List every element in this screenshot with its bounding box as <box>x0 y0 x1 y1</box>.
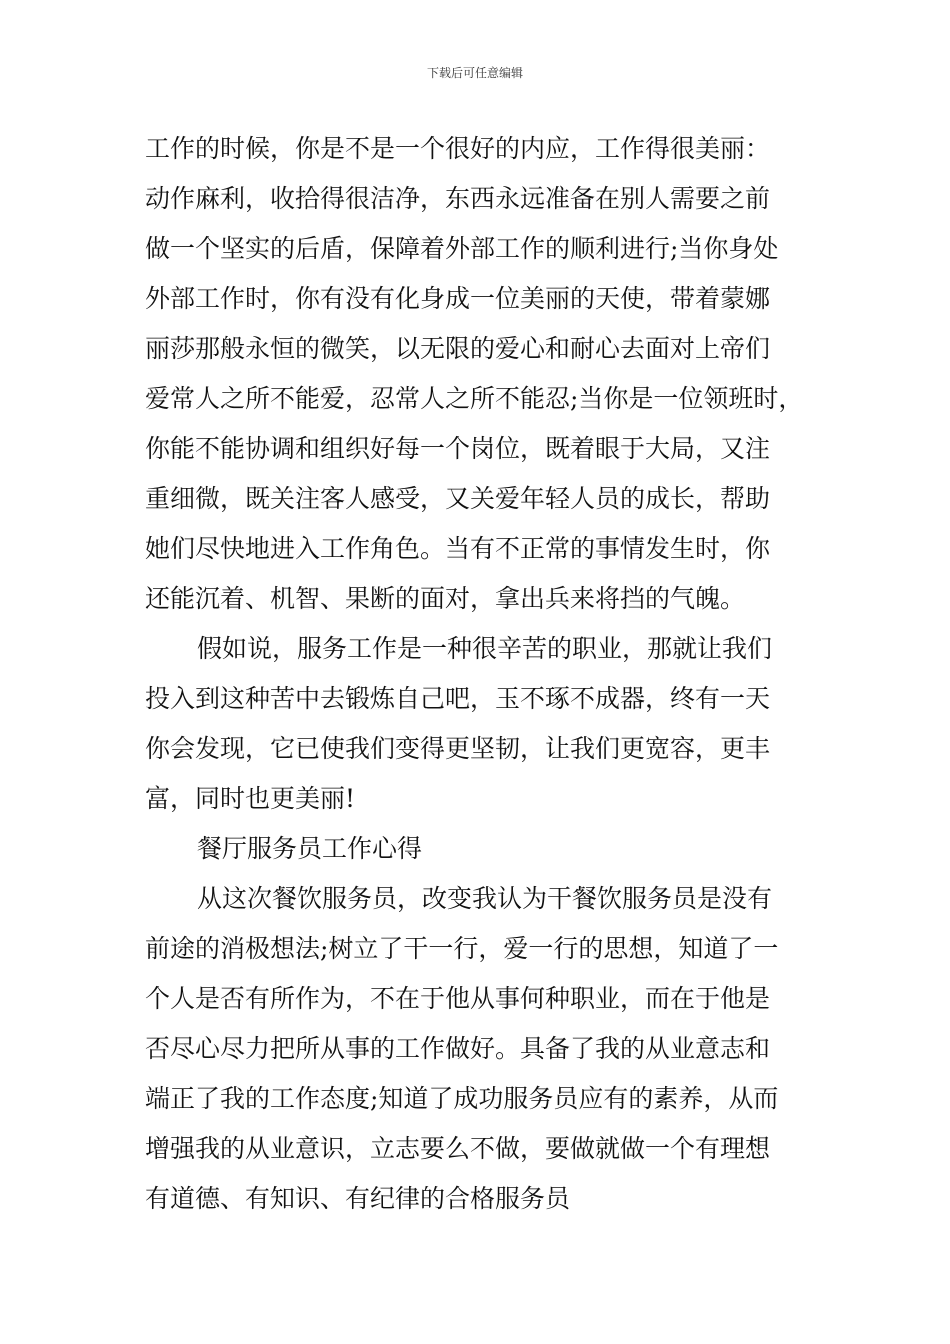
text-line: 你能不能协调和组织好每一个岗位，既着眼于大局，又注 <box>145 434 771 463</box>
text-line: 个人是否有所作为，不在于他从事何种职业，而在于他是 <box>145 984 771 1013</box>
page-header: 下载后可任意编辑 <box>426 66 523 80</box>
text-line: 工作的时候，你是不是一个很好的内应，工作得很美丽： <box>145 134 771 163</box>
text-line: 动作麻利，收拾得很洁净，东西永远准备在别人需要之前 <box>145 184 771 213</box>
text-line: 重细微，既关注客人感受，又关爱年轻人员的成长，帮助 <box>145 484 771 513</box>
text-line: 丽莎那般永恒的微笑，以无限的爱心和耐心去面对上帝们 <box>145 334 771 363</box>
paragraph-start-line: 假如说，服务工作是一种很辛苦的职业，那就让我们 <box>197 634 773 663</box>
text-line: 端正了我的工作态度;知道了成功服务员应有的素养，从而 <box>145 1084 779 1113</box>
text-line: 富，同时也更美丽! <box>145 784 356 813</box>
text-line: 她们尽快地进入工作角色。当有不正常的事情发生时，你 <box>145 534 771 563</box>
text-line: 否尽心尽力把所从事的工作做好。具备了我的从业意志和 <box>145 1034 771 1063</box>
section-heading: 餐厅服务员工作心得 <box>197 834 423 863</box>
text-line: 投入到这种苦中去锻炼自己吧，玉不琢不成器，终有一天 <box>145 684 771 713</box>
text-line: 爱常人之所不能爱，忍常人之所不能忍;当你是一位领班时， <box>145 384 804 413</box>
text-line: 你会发现，它已使我们变得更坚韧，让我们更宽容，更丰 <box>145 734 771 763</box>
paragraph-start-line: 从这次餐饮服务员，改变我认为干餐饮服务员是没有 <box>197 884 773 913</box>
text-line: 还能沉着、机智、果断的面对，拿出兵来将挡的气魄。 <box>145 584 746 613</box>
text-line: 做一个坚实的后盾，保障着外部工作的顺利进行;当你身处 <box>145 234 779 263</box>
document-body <box>145 124 815 1224</box>
text-line: 有道德、有知识、有纪律的合格服务员 <box>145 1184 571 1213</box>
text-line: 外部工作时，你有没有化身成一位美丽的天使，带着蒙娜 <box>145 284 771 313</box>
text-line: 增强我的从业意识，立志要么不做，要做就做一个有理想 <box>145 1134 771 1163</box>
text-line: 前途的消极想法;树立了干一行，爱一行的思想，知道了一 <box>145 934 779 963</box>
